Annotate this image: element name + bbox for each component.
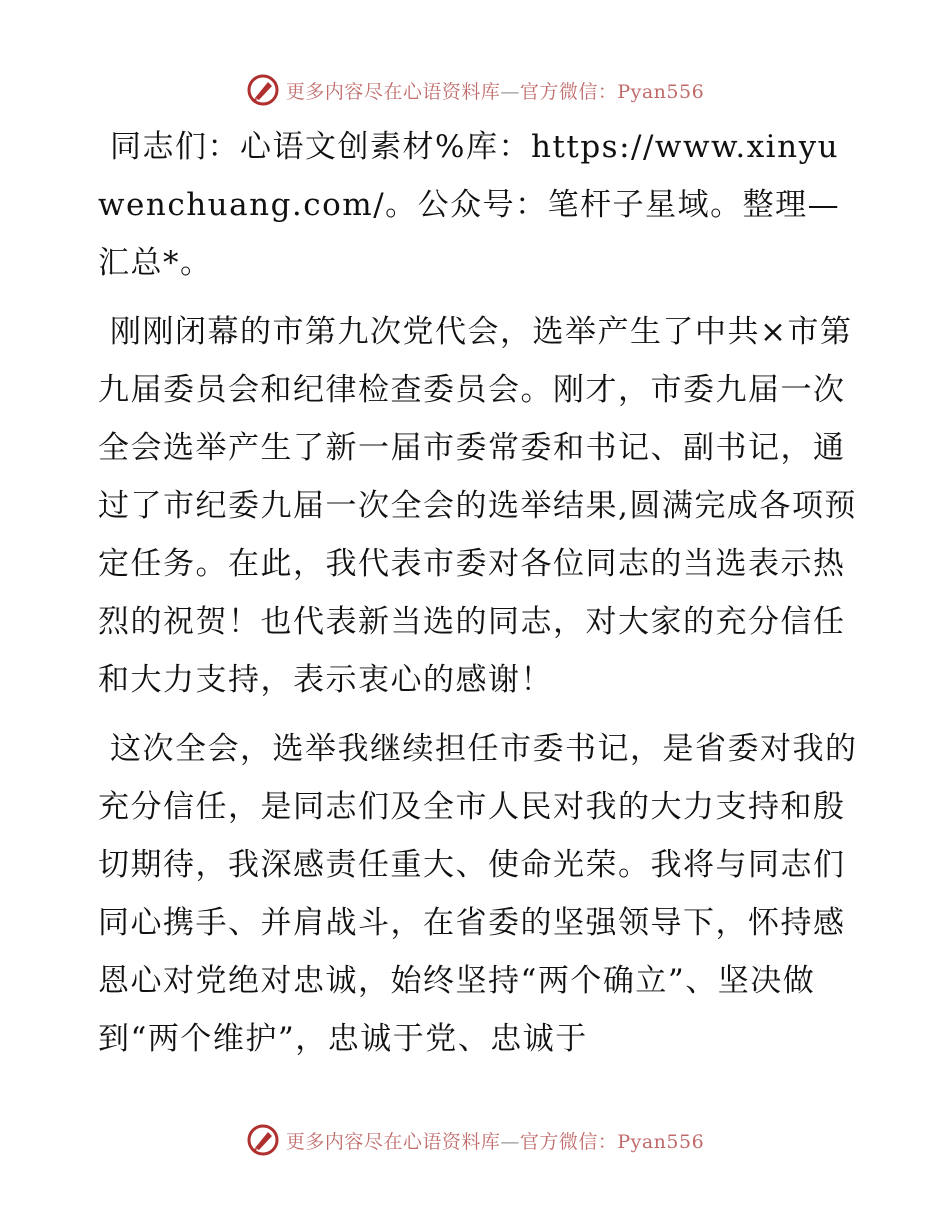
header-banner-text: 更多内容尽在心语资料库—官方微信：Pyan556: [285, 80, 705, 103]
document-body: [98, 118, 858, 1079]
footer-banner: [0, 1120, 950, 1160]
header-banner: [0, 70, 950, 110]
footer-banner-text: 更多内容尽在心语资料库—官方微信：Pyan556: [285, 1130, 705, 1153]
pen-logo-icon: [246, 1123, 280, 1157]
pen-logo-icon: [246, 73, 280, 107]
paragraph-1: 同志们：心语文创素材%库：https://www.xinyuwenchuang.com/。公众号：笔杆子星域。整理—汇总*。: [98, 129, 841, 281]
paragraph-2: 刚刚闭幕的市第九次党代会，选举产生了中共×市第九届委员会和纪律检查委员会。刚才，市委九届一次全会选举产生了新一届市委常委和书记、副书记，通过了市纪委九届一次全会的选举结果,圆满完成各项预定任务。在此，我代表市委对各位同志的当选表示热烈的祝贺！也代表新当选的同志，对大家的充分信任和大力支持，表示衷心的感谢！: [98, 314, 857, 698]
paragraph-3: 这次全会，选举我继续担任市委书记，是省委对我的充分信任，是同志们及全市人民对我的大力支持和殷切期待，我深感责任重大、使命光荣。我将与同志们同心携手、并肩战斗，在省委的坚强领导下，怀持感恩心对党绝对忠诚，始终坚持“两个确立”、坚决做到“两个维护”，忠诚于党、忠诚于: [98, 731, 858, 1057]
